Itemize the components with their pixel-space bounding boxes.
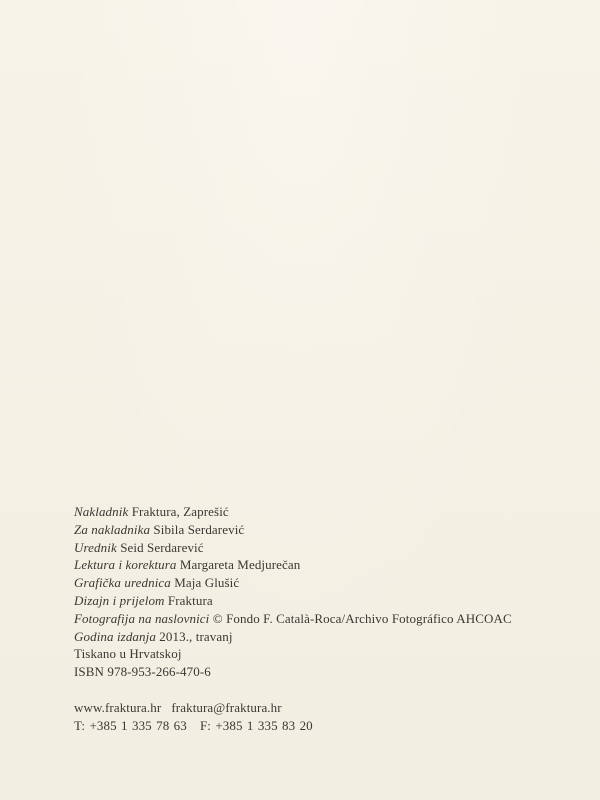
credit-value: Margareta Medjurečan [179, 557, 301, 573]
contact-phone-line [74, 717, 584, 735]
credit-publisher [74, 503, 584, 521]
credit-value: Fraktura, Zaprešić [131, 504, 229, 519]
printed-in: Tiskano u Hrvatskoj [74, 646, 182, 662]
credit-label: Fotografija na naslovnici [74, 610, 210, 626]
fax-number: F: +385 1 335 83 20 [199, 717, 313, 733]
credit-value: Fraktura [167, 592, 213, 608]
spacer [74, 681, 584, 699]
credit-label: Za nakladnika [74, 521, 151, 537]
credit-label: Nakladnik [74, 504, 129, 519]
credit-label: Grafička urednica [74, 575, 171, 591]
credit-design-layout [74, 592, 584, 610]
credit-label: Urednik [74, 539, 117, 555]
website-link[interactable]: www.fraktura.hr [74, 699, 162, 715]
contact-web-line [74, 699, 584, 717]
imprint-block [74, 503, 584, 735]
credit-value: 2013., travanj [159, 628, 233, 644]
credit-label: Lektura i korektura [74, 557, 177, 573]
email-link[interactable]: fraktura@fraktura.hr [171, 699, 282, 715]
isbn: ISBN 978-953-266-470-6 [74, 664, 211, 680]
credit-for-publisher [74, 521, 584, 539]
credit-value: Sibila Serdarević [153, 521, 245, 537]
phone-number: T: +385 1 335 78 63 [74, 717, 187, 733]
credit-editor [74, 539, 584, 557]
credit-graphic-editor [74, 574, 584, 592]
credit-publication-year [74, 628, 584, 646]
credit-value: Seid Serdarević [120, 539, 204, 555]
credit-value: © Fondo F. Català-Roca/Archivo Fotográfico AHCOAC [212, 610, 512, 626]
credit-label: Dizajn i prijelom [74, 592, 165, 608]
credit-value: Maja Glušić [174, 575, 240, 591]
credit-cover-photo [74, 610, 584, 628]
credit-label: Godina izdanja [74, 628, 156, 644]
credit-proofreading [74, 556, 584, 574]
